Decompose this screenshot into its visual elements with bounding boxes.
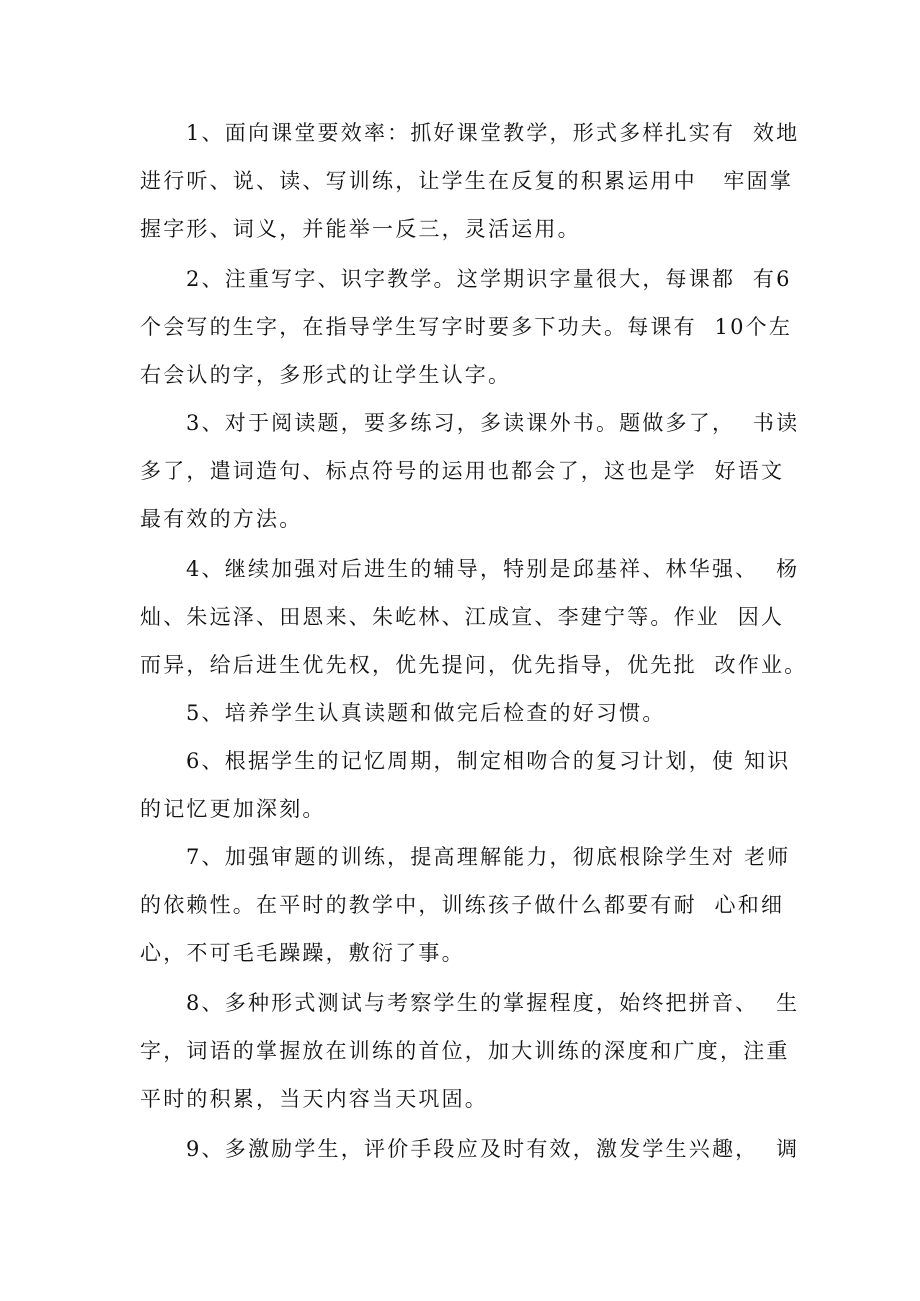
text-line: 4、继续加强对后进生的辅导，特别是邱基祥、林华强、 杨 xyxy=(186,557,800,581)
text-line: 2、注重写字、识字教学。这学期识字量很大，每课都 有6 xyxy=(186,267,792,291)
text-line: 最有效的方法。 xyxy=(140,507,303,531)
text-line: 8、多种形式测试与考察学生的掌握程度，始终把拼音、 生 xyxy=(186,991,800,1015)
text-line: 平时的积累，当天内容当天巩固。 xyxy=(140,1087,488,1111)
text-line: 右会认的字，多形式的让学生认字。 xyxy=(140,363,512,387)
text-line: 握字形、词义，并能举一反三，灵活运用。 xyxy=(140,217,581,241)
text-line: 1、面向课堂要效率：抓好课堂教学，形式多样扎实有 效地 xyxy=(186,121,800,145)
text-line: 字，词语的掌握放在训练的首位，加大训练的深度和广度，注重 xyxy=(140,1039,790,1063)
text-line: 进行听、说、读、写训练，让学生在反复的积累运用中 牢固掌 xyxy=(140,169,794,193)
text-line: 的依赖性。在平时的教学中，训练孩子做什么都要有耐 心和细 xyxy=(140,893,785,917)
text-line: 7、加强审题的训练，提高理解能力，彻底根除学生对 老师 xyxy=(186,845,791,869)
text-line: 心，不可毛毛躁躁，敷衍了事。 xyxy=(140,941,465,965)
text-line: 个会写的生字，在指导学生写字时要多下功夫。每课有 10个左 xyxy=(140,315,793,339)
text-line: 的记忆更加深刻。 xyxy=(140,797,326,821)
text-line: 5、培养学生认真读题和做完后检查的好习惯。 xyxy=(186,701,666,725)
text-line: 灿、朱远泽、田恩来、朱屹林、江成宣、李建宁等。作业 因人 xyxy=(140,605,785,629)
text-line: 6、根据学生的记忆周期，制定相吻合的复习计划，使 知识 xyxy=(186,749,791,773)
text-line: 而异，给后进生优先权，优先提问，优先指导，优先批 改作业。 xyxy=(140,653,808,677)
text-line: 多了，遣词造句、标点符号的运用也都会了，这也是学 好语文 xyxy=(140,459,785,483)
text-line: 9、多激励学生，评价手段应及时有效，激发学生兴趣， 调 xyxy=(186,1137,800,1161)
text-line: 3、对于阅读题，要多练习，多读课外书。题做多了， 书读 xyxy=(186,411,800,435)
